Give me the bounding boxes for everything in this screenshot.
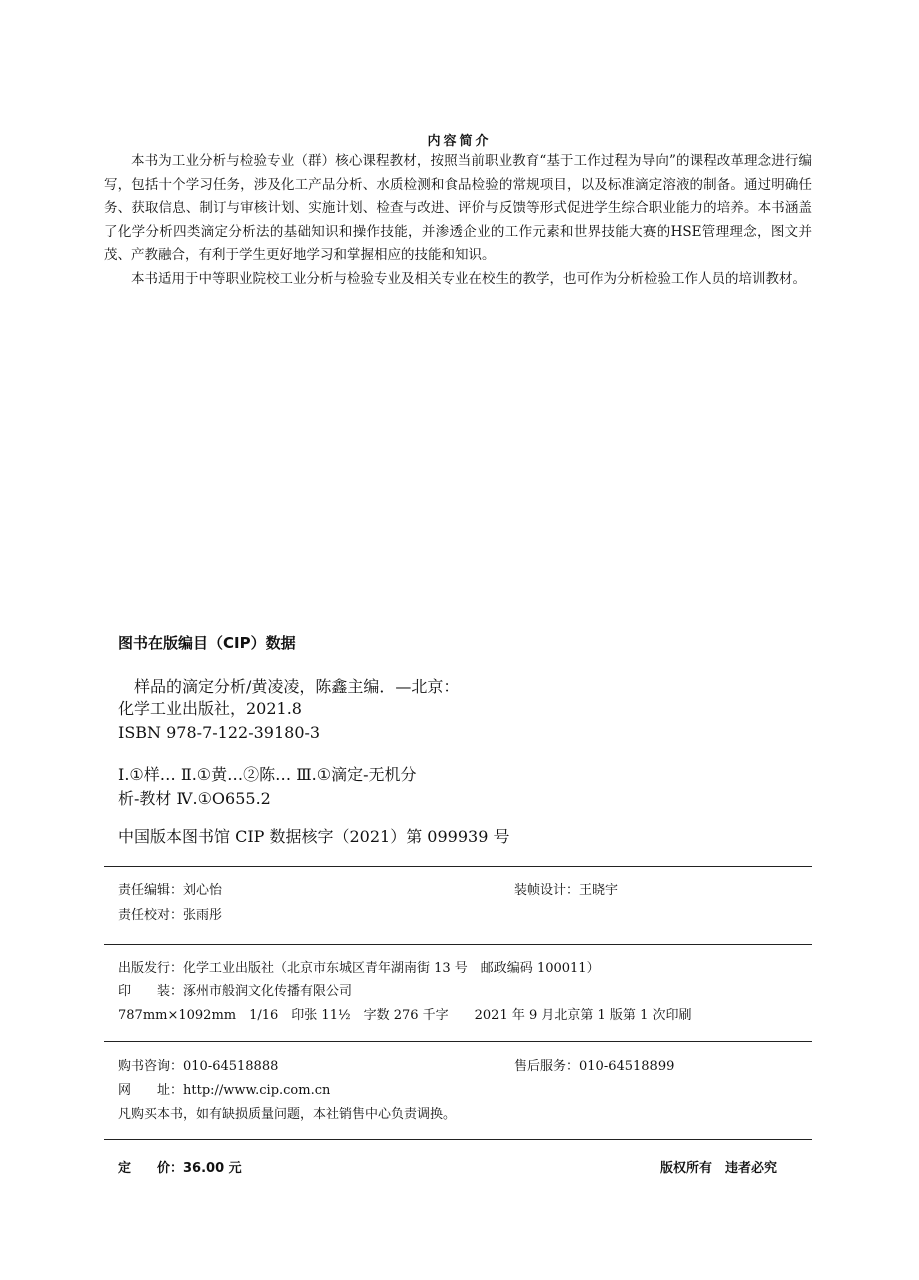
cip-publisher-line: 化学工业出版社，2021.8 xyxy=(118,699,302,718)
divider xyxy=(104,866,812,867)
divider xyxy=(104,1041,812,1042)
intro-paragraph: 本书为工业分析与检验专业（群）核心课程教材，按照当前职业教育“基于工作过程为导向”的课程改革理念进行编写，包括十个学习任务，涉及化工产品分析、水质检测和食品检验的常规项目，以及标准滴定溶液的制备。通过明确任务、获取信息、制订与审核计划、实施计划、检查与改进、评价与反馈等形式促进学生综合职业能力的培养。本书涵盖了化学分析四类滴定分析法的基础知识和操作技能，并渗透企业的工作元素和世界技能大赛的HSE管理理念，图文并茂、产教融合，有利于学生更好地学习和掌握相应的技能和知识。 xyxy=(104,153,812,263)
website-link[interactable]: 网 址：http://www.cip.com.cn xyxy=(118,1083,331,1098)
intro-title: 内容简介 xyxy=(427,134,492,149)
copyright-notice: 版权所有 违者必究 xyxy=(660,1161,778,1176)
cip-classification-line: Ⅰ.①样… Ⅱ.①黄…②陈… Ⅲ.①滴定-无机分 xyxy=(118,765,417,784)
responsible-editor: 责任编辑：刘心怡 xyxy=(118,883,223,898)
publisher-info: 出版发行：化学工业出版社（北京市东城区青年湖南街 13 号 邮政编码 100011） xyxy=(118,961,600,976)
divider xyxy=(104,944,812,945)
cip-isbn: ISBN 978-7-122-39180-3 xyxy=(118,723,321,742)
proofreader: 责任校对：张雨彤 xyxy=(118,908,223,923)
cip-record-number: 中国版本图书馆 CIP 数据核字（2021）第 099939 号 xyxy=(118,827,510,846)
intro-body xyxy=(104,150,812,291)
quality-notice: 凡购买本书，如有缺损质量问题，本社销售中心负责调换。 xyxy=(118,1107,457,1122)
cip-classification-line: 析-教材 Ⅳ.①O655.2 xyxy=(118,789,271,808)
intro-paragraph: 本书适用于中等职业院校工业分析与检验专业及相关专业在校生的教学，也可作为分析检验工作人员的培训教材。 xyxy=(131,270,806,287)
printer-info: 印 装：涿州市般润文化传播有限公司 xyxy=(118,984,353,999)
purchase-hotline: 购书咨询：010-64518888 xyxy=(118,1059,279,1074)
cip-title-line: 样品的滴定分析/黄凌凌，陈鑫主编．—北京： xyxy=(134,677,460,696)
after-sales-hotline: 售后服务：010-64518899 xyxy=(514,1059,675,1074)
book-price: 定 价：36.00 元 xyxy=(118,1161,242,1176)
divider xyxy=(104,1139,812,1140)
cover-designer: 装帧设计：王晓宇 xyxy=(514,883,619,898)
cip-heading: 图书在版编目（CIP）数据 xyxy=(118,634,296,652)
print-specs: 787mm×1092mm 1/16 印张 11½ 字数 276 千字 2021 年 9 月北京第 1 版第 1 次印刷 xyxy=(118,1008,692,1023)
